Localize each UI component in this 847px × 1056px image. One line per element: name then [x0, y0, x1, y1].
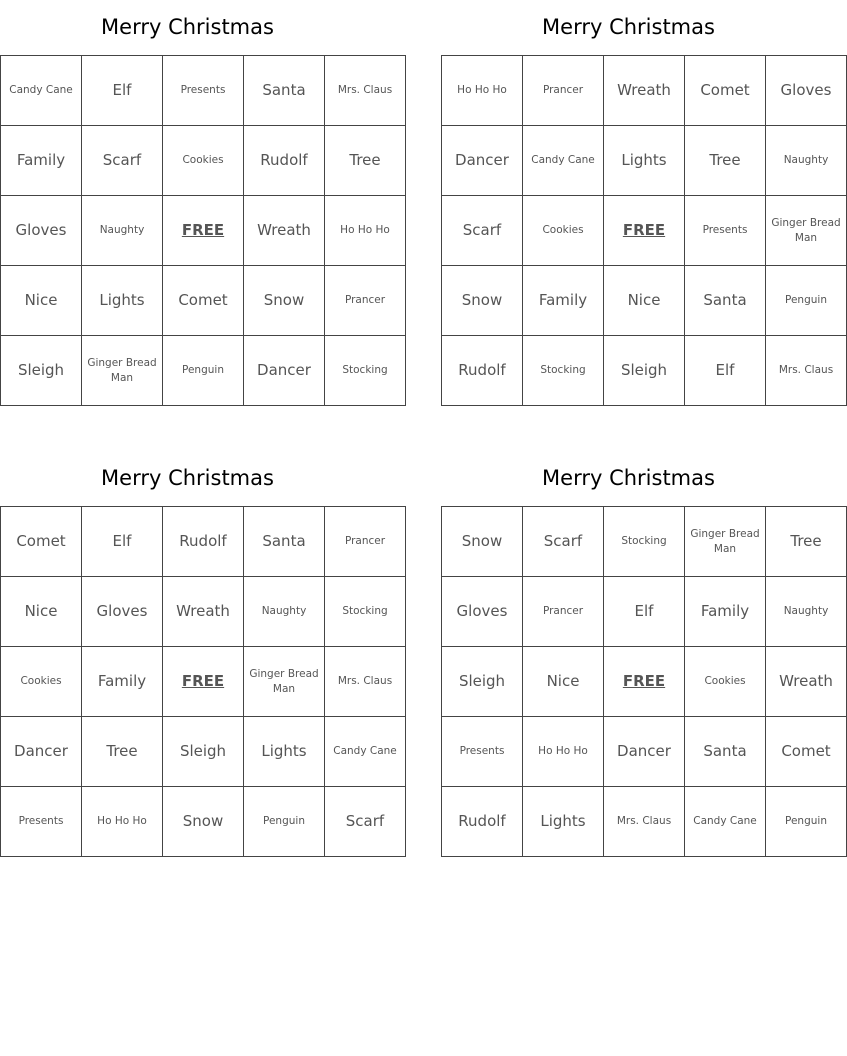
bingo-cell: Sleigh — [604, 336, 685, 406]
bingo-cell: Snow — [442, 266, 523, 336]
bingo-cell: Penguin — [766, 787, 847, 857]
bingo-cell: Snow — [244, 266, 325, 336]
bingo-cell: Prancer — [523, 577, 604, 647]
bingo-cell: Candy Cane — [1, 56, 82, 126]
bingo-cell: Comet — [1, 507, 82, 577]
bingo-cell: Cookies — [685, 647, 766, 717]
bingo-cell: Presents — [163, 56, 244, 126]
grid-row — [1, 56, 406, 126]
bingo-cell: Stocking — [523, 336, 604, 406]
free-space: FREE — [163, 647, 244, 717]
bingo-cell: Rudolf — [442, 787, 523, 857]
bingo-cell: Comet — [766, 717, 847, 787]
grid-row — [1, 577, 406, 647]
bingo-cell: Elf — [82, 56, 163, 126]
bingo-cell: Elf — [82, 507, 163, 577]
bingo-grid — [441, 506, 847, 857]
bingo-cell: Nice — [1, 577, 82, 647]
bingo-grid — [0, 506, 406, 857]
bingo-cell: Rudolf — [244, 126, 325, 196]
bingo-cell: Ho Ho Ho — [523, 717, 604, 787]
bingo-cell: Cookies — [523, 196, 604, 266]
bingo-cell: Santa — [685, 266, 766, 336]
bingo-cell: Stocking — [604, 507, 685, 577]
free-space: FREE — [163, 196, 244, 266]
grid-row — [442, 787, 847, 857]
grid-row — [442, 577, 847, 647]
grid-row — [1, 336, 406, 406]
grid-row — [1, 507, 406, 577]
bingo-cell: Snow — [163, 787, 244, 857]
bingo-cell: Santa — [685, 717, 766, 787]
bingo-cell: Presents — [685, 196, 766, 266]
bingo-cell: Family — [82, 647, 163, 717]
grid-row — [442, 336, 847, 406]
bingo-cell: Wreath — [163, 577, 244, 647]
bingo-cell: Ginger Bread Man — [685, 507, 766, 577]
bingo-cell: Cookies — [1, 647, 82, 717]
card-title: Merry Christmas — [101, 15, 274, 39]
bingo-cell: Gloves — [442, 577, 523, 647]
bingo-cell: Tree — [766, 507, 847, 577]
bingo-cell: Penguin — [163, 336, 244, 406]
free-space: FREE — [604, 647, 685, 717]
grid-row — [1, 647, 406, 717]
bingo-cell: Gloves — [1, 196, 82, 266]
bingo-cell: Comet — [685, 56, 766, 126]
grid-row — [1, 717, 406, 787]
bingo-cell: Wreath — [244, 196, 325, 266]
card-title: Merry Christmas — [542, 466, 715, 490]
bingo-cell: Presents — [1, 787, 82, 857]
bingo-cell: Penguin — [244, 787, 325, 857]
bingo-cell: Mrs. Claus — [325, 56, 406, 126]
bingo-cell: Santa — [244, 507, 325, 577]
bingo-cell: Ho Ho Ho — [442, 56, 523, 126]
bingo-cell: Sleigh — [442, 647, 523, 717]
bingo-cell: Stocking — [325, 336, 406, 406]
bingo-cell: Gloves — [82, 577, 163, 647]
bingo-cell: Dancer — [442, 126, 523, 196]
bingo-cell: Mrs. Claus — [325, 647, 406, 717]
bingo-cell: Elf — [604, 577, 685, 647]
bingo-cell: Tree — [82, 717, 163, 787]
bingo-cell: Rudolf — [442, 336, 523, 406]
bingo-cell: Wreath — [766, 647, 847, 717]
bingo-cell: Nice — [604, 266, 685, 336]
grid-row — [442, 56, 847, 126]
grid-row — [442, 196, 847, 266]
bingo-cell: Ginger Bread Man — [244, 647, 325, 717]
bingo-cell: Candy Cane — [523, 126, 604, 196]
bingo-cell: Dancer — [244, 336, 325, 406]
grid-row — [1, 787, 406, 857]
bingo-cell: Family — [1, 126, 82, 196]
bingo-cell: Comet — [163, 266, 244, 336]
bingo-cell: Prancer — [523, 56, 604, 126]
bingo-cell: Sleigh — [163, 717, 244, 787]
bingo-cell: Cookies — [163, 126, 244, 196]
bingo-cell: Nice — [1, 266, 82, 336]
bingo-cell: Dancer — [1, 717, 82, 787]
bingo-cell: Mrs. Claus — [766, 336, 847, 406]
bingo-cell: Naughty — [244, 577, 325, 647]
bingo-cell: Stocking — [325, 577, 406, 647]
bingo-cell: Scarf — [442, 196, 523, 266]
bingo-cell: Prancer — [325, 266, 406, 336]
bingo-cell: Scarf — [523, 507, 604, 577]
bingo-cell: Family — [523, 266, 604, 336]
bingo-cell: Lights — [244, 717, 325, 787]
bingo-cell: Ginger Bread Man — [766, 196, 847, 266]
grid-row — [442, 717, 847, 787]
grid-row — [442, 126, 847, 196]
bingo-cell: Elf — [685, 336, 766, 406]
bingo-cell: Santa — [244, 56, 325, 126]
card-title: Merry Christmas — [101, 466, 274, 490]
grid-row — [1, 266, 406, 336]
bingo-cell: Mrs. Claus — [604, 787, 685, 857]
bingo-cell: Dancer — [604, 717, 685, 787]
bingo-cell: Presents — [442, 717, 523, 787]
bingo-cell: Naughty — [82, 196, 163, 266]
bingo-cell: Ho Ho Ho — [325, 196, 406, 266]
bingo-cell: Rudolf — [163, 507, 244, 577]
bingo-cell: Ho Ho Ho — [82, 787, 163, 857]
card-title: Merry Christmas — [542, 15, 715, 39]
grid-row — [442, 266, 847, 336]
grid-row — [1, 126, 406, 196]
free-space: FREE — [604, 196, 685, 266]
grid-row — [442, 647, 847, 717]
bingo-cell: Tree — [685, 126, 766, 196]
bingo-cell: Wreath — [604, 56, 685, 126]
bingo-cell: Nice — [523, 647, 604, 717]
grid-row — [1, 196, 406, 266]
bingo-cell: Penguin — [766, 266, 847, 336]
grid-row — [442, 507, 847, 577]
bingo-cell: Tree — [325, 126, 406, 196]
bingo-cell: Gloves — [766, 56, 847, 126]
bingo-cell: Family — [685, 577, 766, 647]
bingo-cell: Prancer — [325, 507, 406, 577]
bingo-cell: Candy Cane — [325, 717, 406, 787]
bingo-cell: Candy Cane — [685, 787, 766, 857]
bingo-cell: Lights — [523, 787, 604, 857]
bingo-cell: Snow — [442, 507, 523, 577]
bingo-cell: Naughty — [766, 126, 847, 196]
bingo-cell: Lights — [82, 266, 163, 336]
bingo-cell: Scarf — [325, 787, 406, 857]
bingo-grid — [441, 55, 847, 406]
bingo-cell: Ginger Bread Man — [82, 336, 163, 406]
bingo-cell: Naughty — [766, 577, 847, 647]
bingo-cell: Lights — [604, 126, 685, 196]
bingo-cell: Sleigh — [1, 336, 82, 406]
bingo-cell: Scarf — [82, 126, 163, 196]
bingo-grid — [0, 55, 406, 406]
